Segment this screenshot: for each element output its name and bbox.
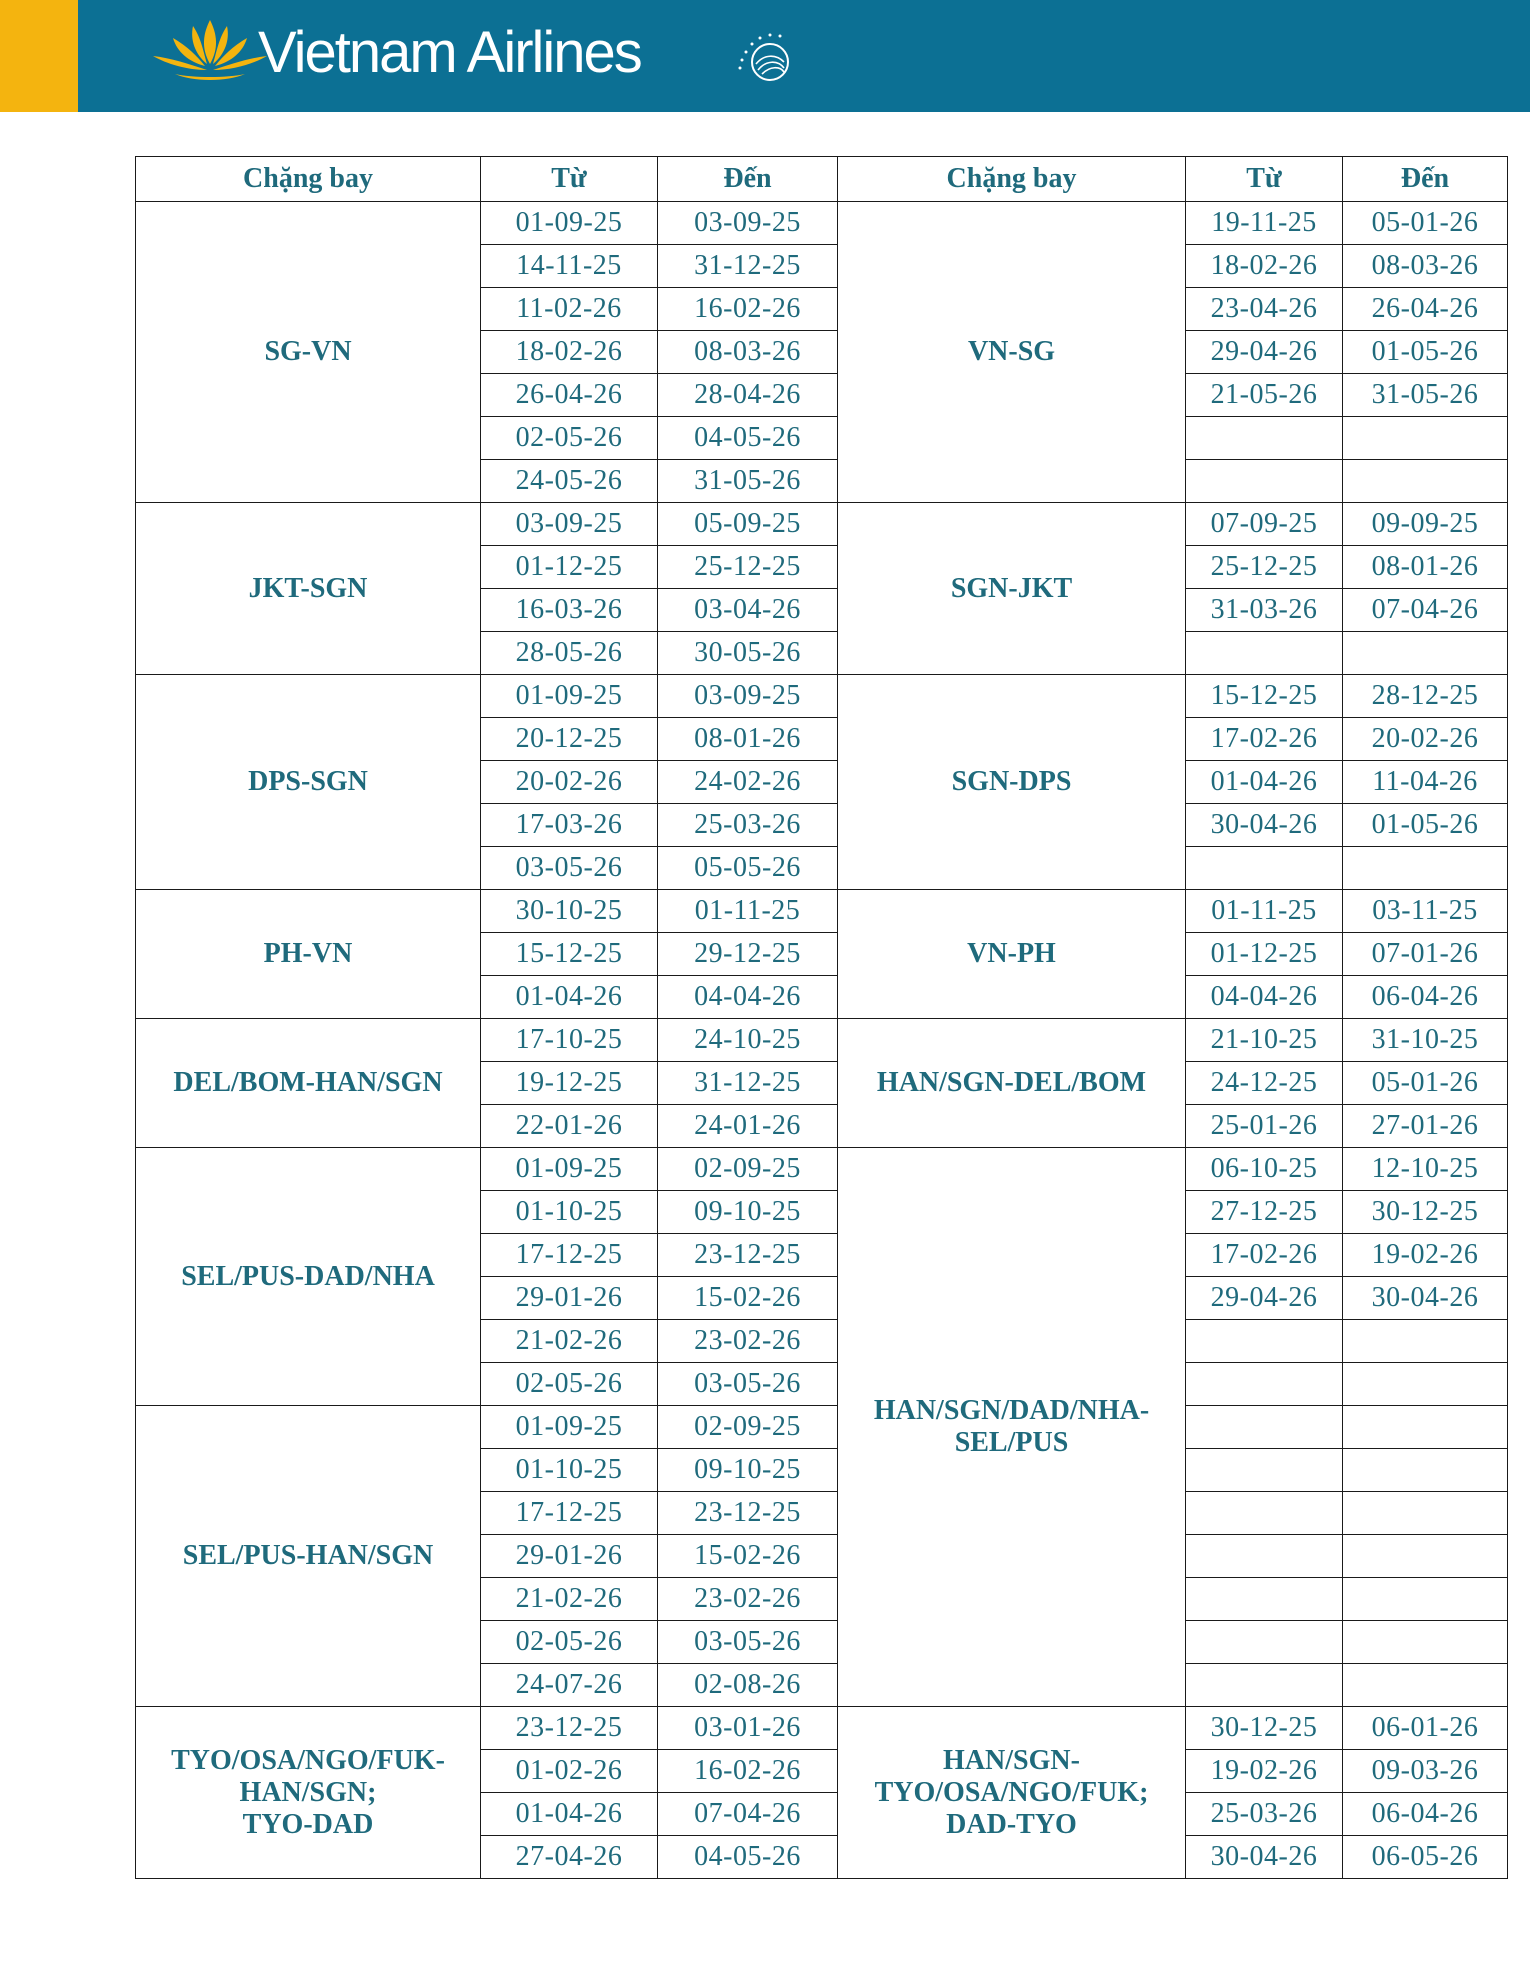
date-from-inbound: 21-05-26 <box>1186 374 1343 417</box>
date-from-inbound <box>1186 1492 1343 1535</box>
date-from-inbound: 21-10-25 <box>1186 1019 1343 1062</box>
date-from-outbound: 16-03-26 <box>481 589 658 632</box>
route-cell-outbound: SG-VN <box>136 202 481 503</box>
date-from-inbound: 23-04-26 <box>1186 288 1343 331</box>
date-from-outbound: 02-05-26 <box>481 1621 658 1664</box>
date-to-outbound: 04-04-26 <box>658 976 838 1019</box>
date-to-outbound: 03-05-26 <box>658 1621 838 1664</box>
date-from-outbound: 23-12-25 <box>481 1707 658 1750</box>
date-from-outbound: 28-05-26 <box>481 632 658 675</box>
date-from-outbound: 03-09-25 <box>481 503 658 546</box>
date-to-inbound: 07-04-26 <box>1343 589 1508 632</box>
date-to-inbound: 30-12-25 <box>1343 1191 1508 1234</box>
date-from-inbound <box>1186 460 1343 503</box>
route-cell-outbound: DEL/BOM-HAN/SGN <box>136 1019 481 1148</box>
date-from-outbound: 01-09-25 <box>481 675 658 718</box>
date-from-outbound: 02-05-26 <box>481 417 658 460</box>
date-from-outbound: 30-10-25 <box>481 890 658 933</box>
date-from-inbound: 25-01-26 <box>1186 1105 1343 1148</box>
date-to-outbound: 24-10-25 <box>658 1019 838 1062</box>
date-from-inbound: 01-12-25 <box>1186 933 1343 976</box>
date-to-outbound: 02-09-25 <box>658 1148 838 1191</box>
date-from-inbound: 30-04-26 <box>1186 804 1343 847</box>
header-accent-bar <box>0 0 78 112</box>
date-from-inbound <box>1186 1320 1343 1363</box>
table-body <box>136 202 1508 1879</box>
date-from-inbound: 25-12-25 <box>1186 546 1343 589</box>
route-cell-outbound: PH-VN <box>136 890 481 1019</box>
date-to-outbound: 03-09-25 <box>658 675 838 718</box>
table-row <box>136 1148 1508 1191</box>
table-row <box>136 202 1508 245</box>
date-to-inbound: 26-04-26 <box>1343 288 1508 331</box>
date-to-outbound: 03-09-25 <box>658 202 838 245</box>
date-from-inbound <box>1186 1621 1343 1664</box>
header-from-left: Từ <box>481 157 658 202</box>
date-to-inbound: 06-05-26 <box>1343 1836 1508 1879</box>
date-to-inbound <box>1343 1449 1508 1492</box>
date-to-inbound <box>1343 1578 1508 1621</box>
date-from-inbound: 04-04-26 <box>1186 976 1343 1019</box>
date-from-inbound <box>1186 632 1343 675</box>
date-from-inbound: 29-04-26 <box>1186 331 1343 374</box>
date-from-outbound: 01-04-26 <box>481 976 658 1019</box>
date-to-outbound: 24-02-26 <box>658 761 838 804</box>
date-to-inbound <box>1343 1320 1508 1363</box>
date-from-inbound: 19-11-25 <box>1186 202 1343 245</box>
date-to-outbound: 16-02-26 <box>658 1750 838 1793</box>
date-from-inbound: 31-03-26 <box>1186 589 1343 632</box>
date-to-outbound: 16-02-26 <box>658 288 838 331</box>
header-from-right: Từ <box>1186 157 1343 202</box>
date-to-outbound: 23-02-26 <box>658 1320 838 1363</box>
date-to-outbound: 09-10-25 <box>658 1449 838 1492</box>
date-from-inbound: 18-02-26 <box>1186 245 1343 288</box>
date-to-outbound: 03-01-26 <box>658 1707 838 1750</box>
table-header-row <box>136 157 1508 202</box>
date-from-outbound: 01-10-25 <box>481 1449 658 1492</box>
date-to-inbound <box>1343 847 1508 890</box>
route-cell-outbound: JKT-SGN <box>136 503 481 675</box>
date-to-inbound: 03-11-25 <box>1343 890 1508 933</box>
date-from-outbound: 02-05-26 <box>481 1363 658 1406</box>
header-route-right: Chặng bay <box>838 157 1186 202</box>
date-from-outbound: 18-02-26 <box>481 331 658 374</box>
date-to-outbound: 04-05-26 <box>658 1836 838 1879</box>
date-from-outbound: 17-10-25 <box>481 1019 658 1062</box>
date-from-inbound: 15-12-25 <box>1186 675 1343 718</box>
date-from-outbound: 29-01-26 <box>481 1535 658 1578</box>
date-to-outbound: 23-02-26 <box>658 1578 838 1621</box>
route-cell-inbound: SGN-DPS <box>838 675 1186 890</box>
date-to-inbound: 11-04-26 <box>1343 761 1508 804</box>
date-to-outbound: 02-09-25 <box>658 1406 838 1449</box>
date-to-outbound: 02-08-26 <box>658 1664 838 1707</box>
date-to-inbound <box>1343 1492 1508 1535</box>
date-from-outbound: 01-02-26 <box>481 1750 658 1793</box>
date-from-inbound: 06-10-25 <box>1186 1148 1343 1191</box>
date-to-inbound: 20-02-26 <box>1343 718 1508 761</box>
date-to-outbound: 08-03-26 <box>658 331 838 374</box>
date-from-inbound <box>1186 1363 1343 1406</box>
date-to-outbound: 23-12-25 <box>658 1492 838 1535</box>
date-to-outbound: 03-05-26 <box>658 1363 838 1406</box>
date-to-outbound: 23-12-25 <box>658 1234 838 1277</box>
date-from-inbound: 17-02-26 <box>1186 718 1343 761</box>
date-to-inbound: 08-01-26 <box>1343 546 1508 589</box>
route-cell-outbound: SEL/PUS-DAD/NHA <box>136 1148 481 1406</box>
date-from-inbound <box>1186 1578 1343 1621</box>
date-from-outbound: 01-12-25 <box>481 546 658 589</box>
date-to-inbound: 31-10-25 <box>1343 1019 1508 1062</box>
date-to-inbound: 06-04-26 <box>1343 976 1508 1019</box>
date-to-outbound: 29-12-25 <box>658 933 838 976</box>
date-to-outbound: 31-05-26 <box>658 460 838 503</box>
date-from-outbound: 21-02-26 <box>481 1320 658 1363</box>
date-from-outbound: 15-12-25 <box>481 933 658 976</box>
table-row <box>136 675 1508 718</box>
header-to-right: Đến <box>1343 157 1508 202</box>
date-to-outbound: 01-11-25 <box>658 890 838 933</box>
date-from-outbound: 17-03-26 <box>481 804 658 847</box>
date-from-inbound: 17-02-26 <box>1186 1234 1343 1277</box>
date-to-outbound: 30-05-26 <box>658 632 838 675</box>
date-from-outbound: 17-12-25 <box>481 1492 658 1535</box>
date-to-inbound: 30-04-26 <box>1343 1277 1508 1320</box>
date-to-inbound: 01-05-26 <box>1343 331 1508 374</box>
date-to-inbound: 19-02-26 <box>1343 1234 1508 1277</box>
date-from-outbound: 24-07-26 <box>481 1664 658 1707</box>
table-row <box>136 503 1508 546</box>
route-cell-outbound: TYO/OSA/NGO/FUK-HAN/SGN; TYO-DAD <box>136 1707 481 1879</box>
date-from-outbound: 20-02-26 <box>481 761 658 804</box>
date-from-inbound: 01-04-26 <box>1186 761 1343 804</box>
date-to-inbound <box>1343 1664 1508 1707</box>
date-to-outbound: 31-12-25 <box>658 1062 838 1105</box>
date-from-outbound: 27-04-26 <box>481 1836 658 1879</box>
date-from-inbound: 29-04-26 <box>1186 1277 1343 1320</box>
date-to-outbound: 15-02-26 <box>658 1277 838 1320</box>
date-from-outbound: 19-12-25 <box>481 1062 658 1105</box>
header-banner <box>0 0 1530 112</box>
header-route-left: Chặng bay <box>136 157 481 202</box>
date-to-inbound: 05-01-26 <box>1343 1062 1508 1105</box>
date-from-outbound: 29-01-26 <box>481 1277 658 1320</box>
date-from-outbound: 01-04-26 <box>481 1793 658 1836</box>
date-from-outbound: 22-01-26 <box>481 1105 658 1148</box>
date-to-outbound: 08-01-26 <box>658 718 838 761</box>
date-to-outbound: 31-12-25 <box>658 245 838 288</box>
table-row <box>136 1406 1508 1449</box>
date-to-outbound: 25-03-26 <box>658 804 838 847</box>
route-cell-inbound: VN-PH <box>838 890 1186 1019</box>
date-from-inbound <box>1186 417 1343 460</box>
date-to-inbound: 06-01-26 <box>1343 1707 1508 1750</box>
date-from-outbound: 17-12-25 <box>481 1234 658 1277</box>
date-to-inbound: 12-10-25 <box>1343 1148 1508 1191</box>
date-to-outbound: 05-09-25 <box>658 503 838 546</box>
date-from-inbound <box>1186 1449 1343 1492</box>
date-to-inbound: 27-01-26 <box>1343 1105 1508 1148</box>
date-to-inbound <box>1343 1535 1508 1578</box>
date-to-inbound: 05-01-26 <box>1343 202 1508 245</box>
date-to-inbound: 06-04-26 <box>1343 1793 1508 1836</box>
date-from-inbound: 01-11-25 <box>1186 890 1343 933</box>
date-to-outbound: 03-04-26 <box>658 589 838 632</box>
date-to-inbound <box>1343 632 1508 675</box>
date-to-inbound: 09-09-25 <box>1343 503 1508 546</box>
date-to-outbound: 04-05-26 <box>658 417 838 460</box>
date-from-inbound <box>1186 1664 1343 1707</box>
date-from-inbound: 24-12-25 <box>1186 1062 1343 1105</box>
date-from-outbound: 21-02-26 <box>481 1578 658 1621</box>
date-to-inbound <box>1343 460 1508 503</box>
date-from-inbound <box>1186 1535 1343 1578</box>
date-to-outbound: 05-05-26 <box>658 847 838 890</box>
date-from-outbound: 03-05-26 <box>481 847 658 890</box>
fare-schedule-table <box>135 156 1508 1879</box>
route-cell-outbound: SEL/PUS-HAN/SGN <box>136 1406 481 1707</box>
date-to-inbound <box>1343 1363 1508 1406</box>
route-cell-outbound: DPS-SGN <box>136 675 481 890</box>
header-to-left: Đến <box>658 157 838 202</box>
route-cell-inbound: HAN/SGN-DEL/BOM <box>838 1019 1186 1148</box>
route-cell-inbound: SGN-JKT <box>838 503 1186 675</box>
date-to-outbound: 09-10-25 <box>658 1191 838 1234</box>
date-from-outbound: 14-11-25 <box>481 245 658 288</box>
route-cell-inbound: VN-SG <box>838 202 1186 503</box>
date-from-inbound: 27-12-25 <box>1186 1191 1343 1234</box>
date-from-outbound: 26-04-26 <box>481 374 658 417</box>
date-to-outbound: 25-12-25 <box>658 546 838 589</box>
date-to-outbound: 24-01-26 <box>658 1105 838 1148</box>
date-from-outbound: 24-05-26 <box>481 460 658 503</box>
table-row <box>136 1019 1508 1062</box>
date-from-outbound: 20-12-25 <box>481 718 658 761</box>
skyteam-icon <box>726 24 806 96</box>
date-from-inbound: 19-02-26 <box>1186 1750 1343 1793</box>
date-from-outbound: 01-10-25 <box>481 1191 658 1234</box>
date-to-inbound: 01-05-26 <box>1343 804 1508 847</box>
date-from-inbound: 30-04-26 <box>1186 1836 1343 1879</box>
route-cell-inbound: HAN/SGN- TYO/OSA/NGO/FUK; DAD-TYO <box>838 1707 1186 1879</box>
date-to-inbound: 08-03-26 <box>1343 245 1508 288</box>
date-from-outbound: 01-09-25 <box>481 1406 658 1449</box>
table-row <box>136 890 1508 933</box>
date-from-outbound: 01-09-25 <box>481 1148 658 1191</box>
date-to-inbound: 09-03-26 <box>1343 1750 1508 1793</box>
date-from-outbound: 01-09-25 <box>481 202 658 245</box>
date-to-inbound <box>1343 1621 1508 1664</box>
date-from-outbound: 11-02-26 <box>481 288 658 331</box>
brand-name: Vietnam Airlines <box>258 20 641 85</box>
date-to-inbound: 07-01-26 <box>1343 933 1508 976</box>
lotus-logo-icon <box>145 12 275 84</box>
date-from-inbound: 25-03-26 <box>1186 1793 1343 1836</box>
date-from-inbound <box>1186 847 1343 890</box>
date-to-inbound: 28-12-25 <box>1343 675 1508 718</box>
table-row <box>136 1707 1508 1750</box>
date-to-inbound <box>1343 1406 1508 1449</box>
date-to-outbound: 07-04-26 <box>658 1793 838 1836</box>
route-cell-inbound: HAN/SGN/DAD/NHA-SEL/PUS <box>838 1148 1186 1707</box>
date-to-outbound: 15-02-26 <box>658 1535 838 1578</box>
date-to-inbound <box>1343 417 1508 460</box>
date-from-inbound: 07-09-25 <box>1186 503 1343 546</box>
date-to-inbound: 31-05-26 <box>1343 374 1508 417</box>
date-from-inbound <box>1186 1406 1343 1449</box>
date-to-outbound: 28-04-26 <box>658 374 838 417</box>
date-from-inbound: 30-12-25 <box>1186 1707 1343 1750</box>
